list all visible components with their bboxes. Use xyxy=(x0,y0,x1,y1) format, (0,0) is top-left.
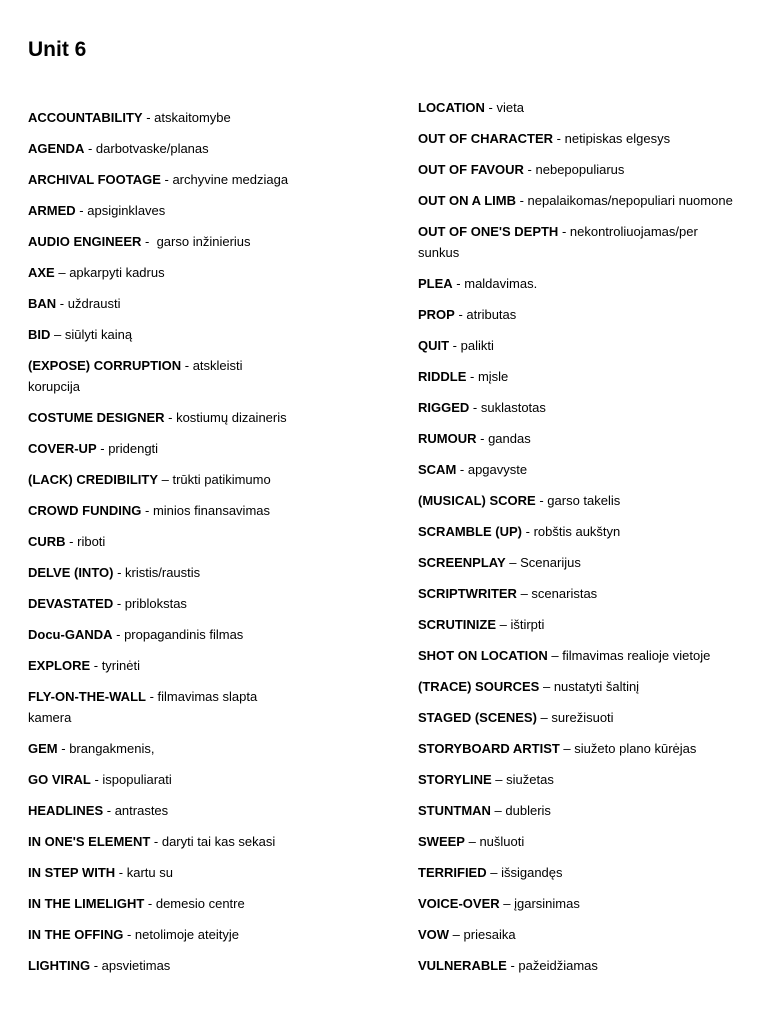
vocabulary-definition: nepalaikomas/nepopuliari nuomone xyxy=(527,193,733,208)
vocabulary-term: AXE xyxy=(28,265,55,280)
vocabulary-term: OUT ON A LIMB xyxy=(418,193,516,208)
vocabulary-definition: kostiumų dizaineris xyxy=(176,410,287,425)
vocabulary-definition: tyrinėti xyxy=(101,658,140,673)
vocabulary-term: ACCOUNTABILITY xyxy=(28,110,143,125)
vocabulary-entry xyxy=(28,738,290,759)
vocabulary-entry xyxy=(418,521,738,542)
vocabulary-definition: atskleisti korupcija xyxy=(28,358,243,394)
vocabulary-term: EXPLORE xyxy=(28,658,91,673)
vocabulary-separator: – xyxy=(449,927,464,942)
vocabulary-separator: – xyxy=(54,265,70,280)
vocabulary-separator: - xyxy=(454,307,467,322)
vocabulary-definition: demesio centre xyxy=(155,896,245,911)
vocabulary-entry xyxy=(28,231,290,252)
vocabulary-definition: pažeidžiamas xyxy=(518,958,598,973)
vocabulary-definition: priesaika xyxy=(463,927,516,942)
vocabulary-definition: maldavimas. xyxy=(464,276,538,291)
vocabulary-separator: - xyxy=(103,803,115,818)
vocabulary-definition: apgavyste xyxy=(467,462,528,477)
vocabulary-term: SCREENPLAY xyxy=(418,555,506,570)
vocabulary-definition: netolimoje ateityje xyxy=(134,927,239,942)
vocabulary-term: TERRIFIED xyxy=(418,865,487,880)
vocabulary-term: STAGED (SCENES) xyxy=(418,710,537,725)
vocabulary-entry xyxy=(418,862,738,883)
vocabulary-separator: - xyxy=(142,110,155,125)
vocabulary-separator: - xyxy=(466,369,478,384)
vocabulary-entry xyxy=(28,562,290,583)
vocabulary-separator: – xyxy=(491,772,507,787)
vocabulary-separator: - xyxy=(452,276,465,291)
vocabulary-separator: - xyxy=(558,224,570,239)
vocabulary-term: AUDIO ENGINEER xyxy=(28,234,142,249)
vocabulary-definition: priblokstas xyxy=(124,596,187,611)
vocabulary-definition: riboti xyxy=(77,534,106,549)
vocabulary-term: STUNTMAN xyxy=(418,803,491,818)
vocabulary-term: ARMED xyxy=(28,203,76,218)
vocabulary-separator: - xyxy=(523,162,536,177)
vocabulary-definition: palikti xyxy=(460,338,494,353)
vocabulary-entry xyxy=(418,769,738,790)
vocabulary-definition: uždrausti xyxy=(67,296,121,311)
vocabulary-entry xyxy=(28,924,290,945)
vocabulary-term: OUT OF FAVOUR xyxy=(418,162,524,177)
vocabulary-entry xyxy=(418,397,738,418)
vocabulary-entry xyxy=(418,304,738,325)
vocabulary-term: BID xyxy=(28,327,51,342)
vocabulary-term: LOCATION xyxy=(418,100,485,115)
vocabulary-definition: nušluoti xyxy=(479,834,525,849)
vocabulary-definition: filmavimas slapta kamera xyxy=(28,689,258,725)
vocabulary-entry xyxy=(28,169,290,190)
vocabulary-term: IN STEP WITH xyxy=(28,865,116,880)
vocabulary-separator: - xyxy=(449,338,461,353)
vocabulary-definition: robštis aukštyn xyxy=(533,524,621,539)
vocabulary-separator: - xyxy=(515,193,528,208)
vocabulary-separator: - xyxy=(90,958,102,973)
vocabulary-entry xyxy=(418,614,738,635)
vocabulary-entry xyxy=(28,200,290,221)
vocabulary-term: IN THE OFFING xyxy=(28,927,124,942)
vocabulary-separator: - xyxy=(150,834,162,849)
vocabulary-entry xyxy=(28,862,290,883)
vocabulary-entry xyxy=(28,800,290,821)
vocabulary-separator: - xyxy=(115,865,127,880)
vocabulary-term: SCRIPTWRITER xyxy=(418,586,517,601)
vocabulary-separator: - xyxy=(506,958,519,973)
vocabulary-term: HEADLINES xyxy=(28,803,104,818)
vocabulary-separator: - xyxy=(145,689,158,704)
vocabulary-term: Docu-GANDA xyxy=(28,627,113,642)
vocabulary-term: VOW xyxy=(418,927,450,942)
vocabulary-definition: atskaitomybe xyxy=(154,110,231,125)
vocabulary-term: QUIT xyxy=(418,338,450,353)
vocabulary-separator: - xyxy=(484,100,497,115)
vocabulary-separator: - xyxy=(65,534,78,549)
vocabulary-entry xyxy=(28,893,290,914)
vocabulary-separator: – xyxy=(547,648,563,663)
vocabulary-definition: nebepopuliarus xyxy=(535,162,625,177)
vocabulary-definition: netipiskas elgesys xyxy=(564,131,671,146)
vocabulary-entry xyxy=(418,335,738,356)
vocabulary-term: STORYLINE xyxy=(418,772,492,787)
vocabulary-entry xyxy=(418,707,738,728)
vocabulary-entry xyxy=(418,97,738,118)
vocabulary-separator: - xyxy=(113,596,125,611)
vocabulary-entry xyxy=(418,159,738,180)
vocabulary-term: COSTUME DESIGNER xyxy=(28,410,165,425)
vocabulary-entry xyxy=(418,490,738,511)
vocabulary-entry xyxy=(418,128,738,149)
vocabulary-separator: - xyxy=(160,172,173,187)
vocabulary-term: VOICE-OVER xyxy=(418,896,500,911)
vocabulary-separator: - xyxy=(164,410,177,425)
vocabulary-separator: - xyxy=(522,524,534,539)
vocabulary-definition: kristis/raustis xyxy=(125,565,201,580)
vocabulary-term: (TRACE) SOURCES xyxy=(418,679,540,694)
vocabulary-definition: suklastotas xyxy=(480,400,546,415)
vocabulary-definition: daryti tai kas sekasi xyxy=(161,834,276,849)
vocabulary-definition: scenaristas xyxy=(531,586,598,601)
vocabulary-separator: - xyxy=(56,296,68,311)
vocabulary-term: DELVE (INTO) xyxy=(28,565,114,580)
vocabulary-entry xyxy=(28,531,290,552)
vocabulary-entry xyxy=(28,655,290,676)
vocabulary-definition: atributas xyxy=(466,307,517,322)
vocabulary-term: SCRUTINIZE xyxy=(418,617,496,632)
vocabulary-entry xyxy=(28,138,290,159)
vocabulary-separator: – xyxy=(464,834,480,849)
vocabulary-entry xyxy=(418,190,738,211)
vocabulary-term: GEM xyxy=(28,741,58,756)
vocabulary-entry xyxy=(418,893,738,914)
vocabulary-term: GO VIRAL xyxy=(28,772,91,787)
vocabulary-entry xyxy=(418,552,738,573)
vocabulary-term: (LACK) CREDIBILITY xyxy=(28,472,158,487)
vocabulary-definition: antrastes xyxy=(114,803,169,818)
vocabulary-entry xyxy=(28,686,290,728)
vocabulary-separator: - xyxy=(113,565,126,580)
vocabulary-separator: - xyxy=(90,772,103,787)
vocabulary-separator: – xyxy=(505,555,521,570)
vocabulary-entry xyxy=(28,438,290,459)
vocabulary-entry xyxy=(28,955,290,976)
vocabulary-definition: propagandinis filmas xyxy=(124,627,244,642)
vocabulary-term: PLEA xyxy=(418,276,453,291)
vocabulary-definition: gandas xyxy=(488,431,531,446)
vocabulary-term: IN ONE'S ELEMENT xyxy=(28,834,151,849)
vocabulary-term: OUT OF ONE'S DEPTH xyxy=(418,224,559,239)
vocabulary-entry xyxy=(418,583,738,604)
vocabulary-entry xyxy=(418,831,738,852)
vocabulary-entry xyxy=(418,221,738,263)
vocabulary-term: PROP xyxy=(418,307,455,322)
vocabulary-entry xyxy=(418,366,738,387)
vocabulary-entry xyxy=(28,500,290,521)
vocabulary-separator: - xyxy=(553,131,565,146)
vocabulary-definition: siužetas xyxy=(506,772,554,787)
vocabulary-term: CROWD FUNDING xyxy=(28,503,142,518)
vocabulary-separator: – xyxy=(516,586,532,601)
vocabulary-term: CURB xyxy=(28,534,66,549)
vocabulary-definition: įgarsinimas xyxy=(514,896,580,911)
vocabulary-term: LIGHTING xyxy=(28,958,91,973)
vocabulary-definition: filmavimas realioje vietoje xyxy=(562,648,711,663)
vocabulary-term: SCAM xyxy=(418,462,457,477)
vocabulary-separator: - xyxy=(96,441,109,456)
vocabulary-entry xyxy=(28,407,290,428)
vocabulary-definition: ištirpti xyxy=(510,617,545,632)
vocabulary-separator: – xyxy=(486,865,502,880)
vocabulary-separator: - xyxy=(476,431,489,446)
vocabulary-separator: - xyxy=(112,627,125,642)
vocabulary-separator: - xyxy=(144,896,156,911)
vocabulary-term: FLY-ON-THE-WALL xyxy=(28,689,146,704)
vocabulary-term: SHOT ON LOCATION xyxy=(418,648,548,663)
vocabulary-term: (EXPOSE) CORRUPTION xyxy=(28,358,182,373)
vocabulary-entry xyxy=(28,769,290,790)
vocabulary-definition: surežisuoti xyxy=(551,710,614,725)
vocabulary-definition: darbotvaske/planas xyxy=(95,141,209,156)
vocabulary-separator: – xyxy=(50,327,65,342)
vocabulary-separator: – xyxy=(499,896,515,911)
vocabulary-separator: - xyxy=(75,203,88,218)
vocabulary-column-left xyxy=(28,107,290,986)
vocabulary-entry xyxy=(418,428,738,449)
vocabulary-term: AGENDA xyxy=(28,141,85,156)
vocabulary-entry xyxy=(28,624,290,645)
vocabulary-term: SCRAMBLE (UP) xyxy=(418,524,522,539)
vocabulary-definition: ispopuliarati xyxy=(102,772,172,787)
vocabulary-entry xyxy=(28,469,290,490)
vocabulary-term: OUT OF CHARACTER xyxy=(418,131,554,146)
vocabulary-definition: siužeto plano kūrėjas xyxy=(574,741,697,756)
vocabulary-entry xyxy=(418,273,738,294)
vocabulary-definition: nustatyti šaltinį xyxy=(553,679,640,694)
vocabulary-separator: - xyxy=(469,400,481,415)
vocabulary-entry xyxy=(418,800,738,821)
vocabulary-entry xyxy=(28,262,290,283)
vocabulary-entry xyxy=(28,293,290,314)
vocabulary-entry xyxy=(418,955,738,976)
vocabulary-separator: – xyxy=(559,741,575,756)
vocabulary-entry xyxy=(418,459,738,480)
vocabulary-definition: siūlyti kainą xyxy=(64,327,133,342)
vocabulary-entry xyxy=(418,924,738,945)
vocabulary-definition: dubleris xyxy=(505,803,551,818)
vocabulary-separator: - xyxy=(123,927,135,942)
vocabulary-term: VULNERABLE xyxy=(418,958,507,973)
vocabulary-separator: - xyxy=(141,234,157,249)
vocabulary-separator: – xyxy=(539,679,554,694)
vocabulary-term: COVER-UP xyxy=(28,441,97,456)
vocabulary-term: (MUSICAL) SCORE xyxy=(418,493,536,508)
vocabulary-definition: nekontroliuojamas/per sunkus xyxy=(418,224,698,260)
vocabulary-definition: išsigandęs xyxy=(501,865,563,880)
vocabulary-term: SWEEP xyxy=(418,834,465,849)
vocabulary-separator: – xyxy=(536,710,552,725)
vocabulary-entry xyxy=(418,738,738,759)
vocabulary-term: STORYBOARD ARTIST xyxy=(418,741,560,756)
vocabulary-entry xyxy=(28,324,290,345)
vocabulary-entry xyxy=(28,593,290,614)
vocabulary-separator: - xyxy=(57,741,70,756)
vocabulary-definition: pridengti xyxy=(108,441,159,456)
vocabulary-definition: brangakmenis, xyxy=(69,741,155,756)
vocabulary-entry xyxy=(418,676,738,697)
vocabulary-separator: - xyxy=(456,462,468,477)
vocabulary-term: BAN xyxy=(28,296,57,311)
vocabulary-entry xyxy=(28,107,290,128)
vocabulary-entry xyxy=(28,831,290,852)
vocabulary-term: DEVASTATED xyxy=(28,596,114,611)
vocabulary-separator: - xyxy=(141,503,153,518)
vocabulary-definition: apsvietimas xyxy=(101,958,171,973)
vocabulary-definition: trūkti patikimumo xyxy=(172,472,271,487)
vocabulary-separator: - xyxy=(84,141,96,156)
vocabulary-term: RIGGED xyxy=(418,400,470,415)
vocabulary-definition: apkarpyti kadrus xyxy=(69,265,165,280)
vocabulary-term: IN THE LIMELIGHT xyxy=(28,896,145,911)
vocabulary-entry xyxy=(418,645,738,666)
vocabulary-definition: garso takelis xyxy=(547,493,621,508)
vocabulary-definition: vieta xyxy=(496,100,524,115)
page-title: Unit 6 xyxy=(28,38,87,61)
vocabulary-definition: mįsle xyxy=(477,369,509,384)
vocabulary-term: RUMOUR xyxy=(418,431,477,446)
vocabulary-entry xyxy=(28,355,290,397)
vocabulary-definition: kartu su xyxy=(126,865,173,880)
vocabulary-definition: apsiginklaves xyxy=(87,203,166,218)
vocabulary-definition: Scenarijus xyxy=(520,555,581,570)
vocabulary-separator: – xyxy=(490,803,506,818)
vocabulary-separator: - xyxy=(181,358,193,373)
vocabulary-definition: archyvine medziaga xyxy=(172,172,289,187)
vocabulary-term: RIDDLE xyxy=(418,369,467,384)
vocabulary-column-right xyxy=(418,97,738,986)
vocabulary-separator: – xyxy=(496,617,511,632)
vocabulary-definition: minios finansavimas xyxy=(152,503,270,518)
vocabulary-separator: - xyxy=(90,658,102,673)
vocabulary-separator: - xyxy=(535,493,548,508)
vocabulary-definition: garso inžinierius xyxy=(156,234,251,249)
vocabulary-separator: – xyxy=(158,472,173,487)
vocabulary-term: ARCHIVAL FOOTAGE xyxy=(28,172,161,187)
